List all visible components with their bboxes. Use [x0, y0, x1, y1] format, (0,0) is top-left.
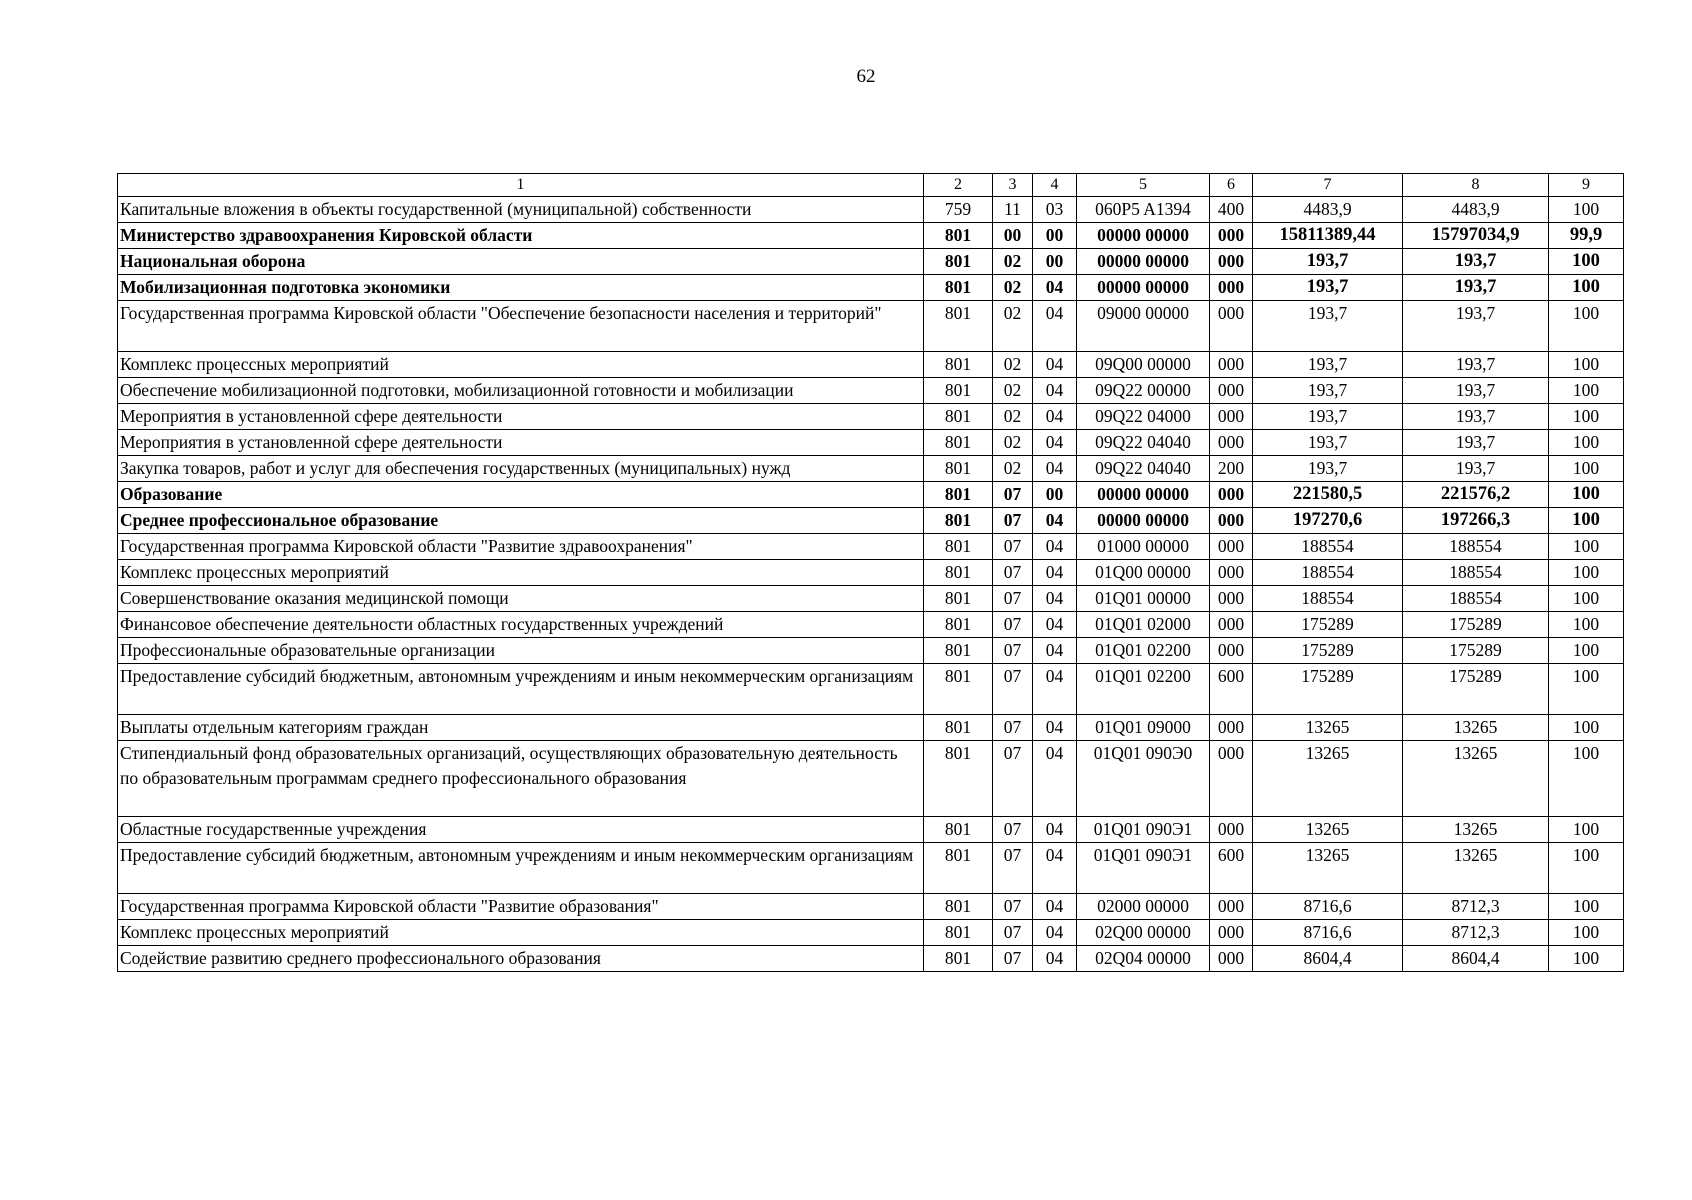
table-row: [118, 301, 1624, 352]
row-subsection-cell: 04: [1033, 430, 1077, 456]
row-target-article-cell: 01Q01 02200: [1077, 664, 1210, 715]
row-actual-cell: 193,7: [1403, 249, 1549, 275]
row-expense-type-cell: 000: [1210, 817, 1253, 843]
row-name-cell: Обеспечение мобилизационной подготовки, мобилизационной готовности и мобилизации: [118, 378, 924, 404]
row-section-cell: 00: [993, 223, 1033, 249]
row-expense-type-cell: 000: [1210, 638, 1253, 664]
row-actual-cell: 193,7: [1403, 352, 1549, 378]
row-name-cell: Национальная оборона: [118, 249, 924, 275]
row-expense-type-cell: 000: [1210, 301, 1253, 352]
row-actual-cell: 193,7: [1403, 275, 1549, 301]
row-actual-cell: 175289: [1403, 612, 1549, 638]
table-row: [118, 430, 1624, 456]
row-section-cell: 11: [993, 197, 1033, 223]
row-name-cell: Совершенствование оказания медицинской помощи: [118, 586, 924, 612]
row-expense-type-cell: 600: [1210, 664, 1253, 715]
row-name-cell: Предоставление субсидий бюджетным, автономным учреждениям и иным некоммерческим организациям: [118, 843, 924, 894]
row-percent-cell: 100: [1549, 482, 1624, 508]
row-target-article-cell: 01Q01 090Э0: [1077, 741, 1210, 817]
row-section-cell: 07: [993, 843, 1033, 894]
row-plan-cell: 13265: [1253, 715, 1403, 741]
row-target-article-cell: 00000 00000: [1077, 482, 1210, 508]
row-subsection-cell: 04: [1033, 534, 1077, 560]
row-expense-type-cell: 000: [1210, 508, 1253, 534]
row-code-cell: 801: [924, 301, 993, 352]
row-name-cell: Закупка товаров, работ и услуг для обеспечения государственных (муниципальных) нужд: [118, 456, 924, 482]
row-percent-cell: 100: [1549, 508, 1624, 534]
row-subsection-cell: 04: [1033, 378, 1077, 404]
row-actual-cell: 193,7: [1403, 404, 1549, 430]
row-expense-type-cell: 000: [1210, 715, 1253, 741]
row-target-article-cell: 09Q22 04000: [1077, 404, 1210, 430]
row-target-article-cell: 09Q00 00000: [1077, 352, 1210, 378]
row-name-cell: Образование: [118, 482, 924, 508]
row-section-cell: 07: [993, 482, 1033, 508]
row-name-cell: Государственная программа Кировской области "Развитие образования": [118, 894, 924, 920]
row-target-article-cell: 09Q22 04040: [1077, 456, 1210, 482]
row-name-cell: Комплекс процессных мероприятий: [118, 352, 924, 378]
row-expense-type-cell: 000: [1210, 430, 1253, 456]
table-row: [118, 894, 1624, 920]
row-target-article-cell: 060P5 A1394: [1077, 197, 1210, 223]
row-name-cell: Финансовое обеспечение деятельности областных государственных учреждений: [118, 612, 924, 638]
row-section-cell: 07: [993, 638, 1033, 664]
row-plan-cell: 193,7: [1253, 301, 1403, 352]
row-target-article-cell: 09000 00000: [1077, 301, 1210, 352]
row-expense-type-cell: 200: [1210, 456, 1253, 482]
row-target-article-cell: 01Q01 090Э1: [1077, 843, 1210, 894]
row-code-cell: 801: [924, 275, 993, 301]
table-row: [118, 817, 1624, 843]
row-section-cell: 07: [993, 508, 1033, 534]
row-code-cell: 801: [924, 430, 993, 456]
row-section-cell: 07: [993, 920, 1033, 946]
row-percent-cell: 100: [1549, 843, 1624, 894]
row-percent-cell: 100: [1549, 404, 1624, 430]
row-code-cell: 801: [924, 404, 993, 430]
row-code-cell: 801: [924, 456, 993, 482]
header-cell: 7: [1253, 174, 1403, 197]
row-target-article-cell: 00000 00000: [1077, 508, 1210, 534]
row-name-cell: Профессиональные образовательные организации: [118, 638, 924, 664]
row-section-cell: 07: [993, 715, 1033, 741]
row-actual-cell: 188554: [1403, 586, 1549, 612]
row-name-cell: Мобилизационная подготовка экономики: [118, 275, 924, 301]
row-target-article-cell: 00000 00000: [1077, 223, 1210, 249]
row-code-cell: 801: [924, 741, 993, 817]
row-name-cell: Мероприятия в установленной сфере деятельности: [118, 404, 924, 430]
row-subsection-cell: 00: [1033, 249, 1077, 275]
row-name-cell: Государственная программа Кировской области "Обеспечение безопасности населения и территорий": [118, 301, 924, 352]
row-percent-cell: 100: [1549, 301, 1624, 352]
row-plan-cell: 193,7: [1253, 378, 1403, 404]
row-target-article-cell: 02Q04 00000: [1077, 946, 1210, 972]
row-actual-cell: 188554: [1403, 534, 1549, 560]
table-row: [118, 843, 1624, 894]
row-code-cell: 801: [924, 894, 993, 920]
row-code-cell: 801: [924, 843, 993, 894]
row-actual-cell: 8712,3: [1403, 894, 1549, 920]
table-row: [118, 249, 1624, 275]
row-subsection-cell: 04: [1033, 586, 1077, 612]
table-row: [118, 920, 1624, 946]
row-expense-type-cell: 000: [1210, 894, 1253, 920]
row-percent-cell: 100: [1549, 456, 1624, 482]
row-code-cell: 801: [924, 638, 993, 664]
row-target-article-cell: 01Q01 090Э1: [1077, 817, 1210, 843]
header-cell: 5: [1077, 174, 1210, 197]
row-plan-cell: 13265: [1253, 843, 1403, 894]
row-plan-cell: 13265: [1253, 817, 1403, 843]
row-target-article-cell: 01000 00000: [1077, 534, 1210, 560]
row-expense-type-cell: 000: [1210, 534, 1253, 560]
row-section-cell: 07: [993, 664, 1033, 715]
header-cell: 1: [118, 174, 924, 197]
row-code-cell: 801: [924, 586, 993, 612]
row-percent-cell: 100: [1549, 586, 1624, 612]
row-expense-type-cell: 000: [1210, 586, 1253, 612]
row-subsection-cell: 04: [1033, 817, 1077, 843]
row-target-article-cell: 01Q01 00000: [1077, 586, 1210, 612]
row-code-cell: 801: [924, 352, 993, 378]
row-target-article-cell: 01Q01 02200: [1077, 638, 1210, 664]
row-subsection-cell: 04: [1033, 301, 1077, 352]
row-subsection-cell: 04: [1033, 894, 1077, 920]
row-plan-cell: 13265: [1253, 741, 1403, 817]
row-section-cell: 02: [993, 404, 1033, 430]
row-code-cell: 801: [924, 612, 993, 638]
row-actual-cell: 4483,9: [1403, 197, 1549, 223]
row-section-cell: 02: [993, 301, 1033, 352]
row-section-cell: 07: [993, 612, 1033, 638]
row-target-article-cell: 01Q01 02000: [1077, 612, 1210, 638]
row-name-cell: Областные государственные учреждения: [118, 817, 924, 843]
row-section-cell: 07: [993, 586, 1033, 612]
row-expense-type-cell: 000: [1210, 352, 1253, 378]
table-row: [118, 223, 1624, 249]
row-plan-cell: 175289: [1253, 612, 1403, 638]
row-section-cell: 07: [993, 534, 1033, 560]
row-expense-type-cell: 000: [1210, 946, 1253, 972]
row-percent-cell: 100: [1549, 275, 1624, 301]
row-plan-cell: 193,7: [1253, 352, 1403, 378]
row-target-article-cell: 02000 00000: [1077, 894, 1210, 920]
row-section-cell: 02: [993, 352, 1033, 378]
row-name-cell: Государственная программа Кировской области "Развитие здравоохранения": [118, 534, 924, 560]
row-code-cell: 801: [924, 817, 993, 843]
row-percent-cell: 100: [1549, 946, 1624, 972]
row-actual-cell: 193,7: [1403, 378, 1549, 404]
row-subsection-cell: 04: [1033, 843, 1077, 894]
row-percent-cell: 100: [1549, 378, 1624, 404]
row-plan-cell: 193,7: [1253, 456, 1403, 482]
row-percent-cell: 100: [1549, 197, 1624, 223]
header-cell: 6: [1210, 174, 1253, 197]
table-row: [118, 741, 1624, 817]
row-expense-type-cell: 400: [1210, 197, 1253, 223]
row-plan-cell: 193,7: [1253, 249, 1403, 275]
table-row: [118, 404, 1624, 430]
row-plan-cell: 188554: [1253, 534, 1403, 560]
row-plan-cell: 8716,6: [1253, 894, 1403, 920]
row-plan-cell: 193,7: [1253, 404, 1403, 430]
row-actual-cell: 13265: [1403, 741, 1549, 817]
row-percent-cell: 100: [1549, 430, 1624, 456]
row-percent-cell: 100: [1549, 249, 1624, 275]
header-cell: 9: [1549, 174, 1624, 197]
row-actual-cell: 221576,2: [1403, 482, 1549, 508]
row-name-cell: Капитальные вложения в объекты государственной (муниципальной) собственности: [118, 197, 924, 223]
row-subsection-cell: 04: [1033, 920, 1077, 946]
row-subsection-cell: 00: [1033, 223, 1077, 249]
row-actual-cell: 13265: [1403, 843, 1549, 894]
row-section-cell: 07: [993, 560, 1033, 586]
table-row: [118, 715, 1624, 741]
row-plan-cell: 188554: [1253, 586, 1403, 612]
header-cell: 3: [993, 174, 1033, 197]
row-plan-cell: 8604,4: [1253, 946, 1403, 972]
row-percent-cell: 100: [1549, 817, 1624, 843]
row-actual-cell: 175289: [1403, 664, 1549, 715]
row-code-cell: 801: [924, 664, 993, 715]
row-plan-cell: 197270,6: [1253, 508, 1403, 534]
table-header-row: [118, 174, 1624, 197]
row-section-cell: 02: [993, 456, 1033, 482]
row-subsection-cell: 04: [1033, 715, 1077, 741]
row-subsection-cell: 04: [1033, 404, 1077, 430]
row-actual-cell: 8604,4: [1403, 946, 1549, 972]
row-code-cell: 801: [924, 508, 993, 534]
table-row: [118, 664, 1624, 715]
row-plan-cell: 175289: [1253, 664, 1403, 715]
row-expense-type-cell: 000: [1210, 275, 1253, 301]
table-row: [118, 508, 1624, 534]
row-target-article-cell: 00000 00000: [1077, 249, 1210, 275]
row-code-cell: 759: [924, 197, 993, 223]
row-subsection-cell: 04: [1033, 352, 1077, 378]
row-plan-cell: 15811389,44: [1253, 223, 1403, 249]
row-percent-cell: 100: [1549, 612, 1624, 638]
row-percent-cell: 100: [1549, 560, 1624, 586]
row-subsection-cell: 04: [1033, 946, 1077, 972]
table-row: [118, 946, 1624, 972]
table-row: [118, 456, 1624, 482]
row-section-cell: 02: [993, 275, 1033, 301]
header-cell: 2: [924, 174, 993, 197]
row-expense-type-cell: 000: [1210, 404, 1253, 430]
page-number: 62: [856, 66, 876, 87]
row-plan-cell: 188554: [1253, 560, 1403, 586]
row-code-cell: 801: [924, 715, 993, 741]
budget-table: [117, 173, 1624, 972]
row-plan-cell: 175289: [1253, 638, 1403, 664]
row-name-cell: Среднее профессиональное образование: [118, 508, 924, 534]
row-actual-cell: 13265: [1403, 817, 1549, 843]
row-plan-cell: 193,7: [1253, 275, 1403, 301]
row-percent-cell: 100: [1549, 715, 1624, 741]
row-expense-type-cell: 000: [1210, 920, 1253, 946]
row-percent-cell: 100: [1549, 638, 1624, 664]
row-actual-cell: 15797034,9: [1403, 223, 1549, 249]
row-expense-type-cell: 000: [1210, 378, 1253, 404]
row-actual-cell: 8712,3: [1403, 920, 1549, 946]
table-row: [118, 352, 1624, 378]
row-section-cell: 07: [993, 894, 1033, 920]
row-subsection-cell: 04: [1033, 560, 1077, 586]
row-subsection-cell: 04: [1033, 612, 1077, 638]
table-row: [118, 534, 1624, 560]
table-row: [118, 378, 1624, 404]
row-plan-cell: 8716,6: [1253, 920, 1403, 946]
header-cell: 4: [1033, 174, 1077, 197]
row-section-cell: 07: [993, 741, 1033, 817]
row-section-cell: 02: [993, 430, 1033, 456]
row-percent-cell: 100: [1549, 352, 1624, 378]
row-section-cell: 07: [993, 817, 1033, 843]
row-expense-type-cell: 000: [1210, 249, 1253, 275]
row-name-cell: Стипендиальный фонд образовательных организаций, осуществляющих образовательную деятельность по образовательным программам среднего профессионального образования: [118, 741, 924, 817]
row-code-cell: 801: [924, 249, 993, 275]
row-subsection-cell: 04: [1033, 638, 1077, 664]
row-code-cell: 801: [924, 223, 993, 249]
row-plan-cell: 221580,5: [1253, 482, 1403, 508]
table-row: [118, 482, 1624, 508]
row-name-cell: Содействие развитию среднего профессионального образования: [118, 946, 924, 972]
row-section-cell: 02: [993, 378, 1033, 404]
row-section-cell: 02: [993, 249, 1033, 275]
row-actual-cell: 193,7: [1403, 430, 1549, 456]
row-name-cell: Выплаты отдельным категориям граждан: [118, 715, 924, 741]
row-target-article-cell: 09Q22 00000: [1077, 378, 1210, 404]
row-actual-cell: 13265: [1403, 715, 1549, 741]
row-code-cell: 801: [924, 920, 993, 946]
row-expense-type-cell: 000: [1210, 560, 1253, 586]
table-row: [118, 275, 1624, 301]
row-subsection-cell: 04: [1033, 275, 1077, 301]
table-row: [118, 560, 1624, 586]
row-subsection-cell: 04: [1033, 508, 1077, 534]
row-code-cell: 801: [924, 946, 993, 972]
row-target-article-cell: 01Q00 00000: [1077, 560, 1210, 586]
row-expense-type-cell: 000: [1210, 612, 1253, 638]
row-subsection-cell: 04: [1033, 741, 1077, 817]
row-percent-cell: 100: [1549, 664, 1624, 715]
row-plan-cell: 193,7: [1253, 430, 1403, 456]
row-actual-cell: 175289: [1403, 638, 1549, 664]
row-subsection-cell: 04: [1033, 664, 1077, 715]
row-name-cell: Министерство здравоохранения Кировской области: [118, 223, 924, 249]
row-expense-type-cell: 000: [1210, 223, 1253, 249]
row-expense-type-cell: 600: [1210, 843, 1253, 894]
row-code-cell: 801: [924, 534, 993, 560]
table-row: [118, 612, 1624, 638]
row-percent-cell: 99,9: [1549, 223, 1624, 249]
row-plan-cell: 4483,9: [1253, 197, 1403, 223]
row-subsection-cell: 03: [1033, 197, 1077, 223]
table-row: [118, 638, 1624, 664]
row-code-cell: 801: [924, 560, 993, 586]
row-expense-type-cell: 000: [1210, 741, 1253, 817]
row-name-cell: Комплекс процессных мероприятий: [118, 920, 924, 946]
row-target-article-cell: 00000 00000: [1077, 275, 1210, 301]
row-subsection-cell: 00: [1033, 482, 1077, 508]
row-name-cell: Комплекс процессных мероприятий: [118, 560, 924, 586]
row-subsection-cell: 04: [1033, 456, 1077, 482]
row-name-cell: Предоставление субсидий бюджетным, автономным учреждениям и иным некоммерческим организациям: [118, 664, 924, 715]
row-target-article-cell: 02Q00 00000: [1077, 920, 1210, 946]
row-target-article-cell: 01Q01 09000: [1077, 715, 1210, 741]
row-percent-cell: 100: [1549, 534, 1624, 560]
row-percent-cell: 100: [1549, 894, 1624, 920]
row-actual-cell: 193,7: [1403, 456, 1549, 482]
row-name-cell: Мероприятия в установленной сфере деятельности: [118, 430, 924, 456]
row-code-cell: 801: [924, 378, 993, 404]
row-actual-cell: 188554: [1403, 560, 1549, 586]
row-percent-cell: 100: [1549, 741, 1624, 817]
row-actual-cell: 197266,3: [1403, 508, 1549, 534]
row-section-cell: 07: [993, 946, 1033, 972]
table-row: [118, 586, 1624, 612]
row-code-cell: 801: [924, 482, 993, 508]
row-actual-cell: 193,7: [1403, 301, 1549, 352]
row-expense-type-cell: 000: [1210, 482, 1253, 508]
row-percent-cell: 100: [1549, 920, 1624, 946]
row-target-article-cell: 09Q22 04040: [1077, 430, 1210, 456]
table-row: [118, 197, 1624, 223]
header-cell: 8: [1403, 174, 1549, 197]
